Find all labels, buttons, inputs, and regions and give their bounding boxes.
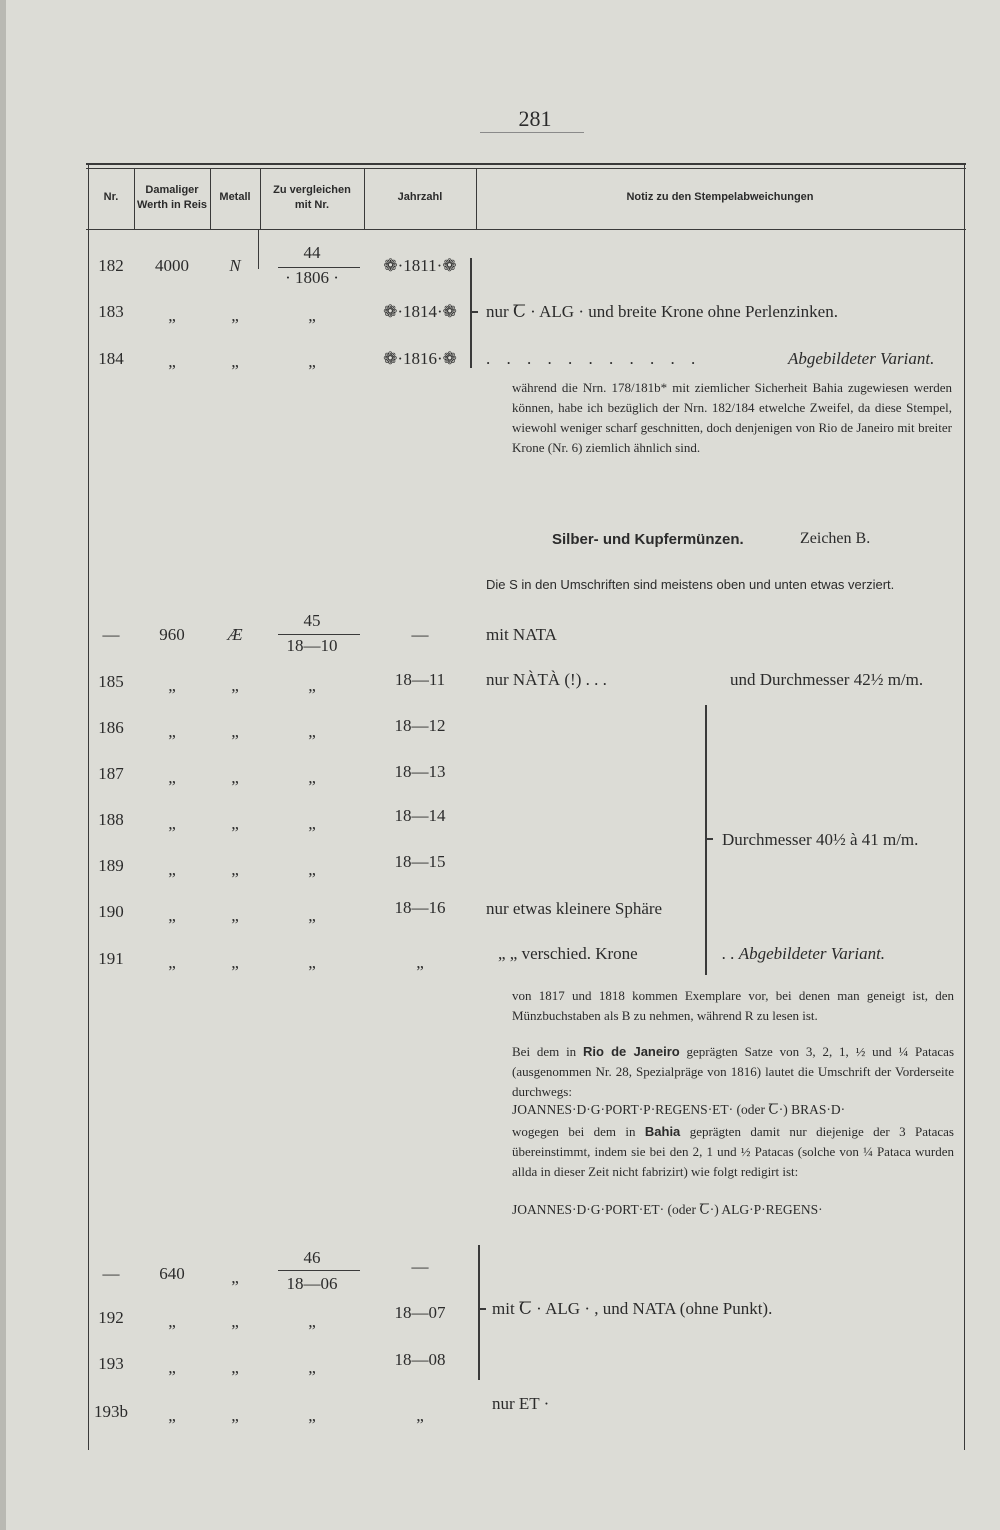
copper-row-192-metal: „ xyxy=(231,1312,239,1331)
header-value xyxy=(134,183,210,213)
silver-row-185-note-right: und Durchmesser 42½ m/m. xyxy=(730,670,924,689)
rio-paragraph-1 xyxy=(512,1042,954,1102)
copper-row-193-compare: „ xyxy=(308,1358,316,1377)
silver-row-189-compare: „ xyxy=(308,860,316,879)
silver-brace xyxy=(705,705,707,975)
silver-row-191-nr: 191 xyxy=(98,949,124,968)
copper-row-193b-compare: „ xyxy=(308,1406,316,1425)
copper-row-0-fraction-line xyxy=(278,1270,360,1271)
silver-row-191-year: „ xyxy=(416,953,424,972)
page-number: 281 xyxy=(518,106,552,131)
copper-brace xyxy=(478,1245,480,1380)
rio-legend-2: JOANNES·D·G·PORT·ET· (oder Ꞇ·) ALG·P·REGENS· xyxy=(512,1202,823,1217)
silver-row-190-value: „ xyxy=(168,906,176,925)
silver-row-190-year: 18—16 xyxy=(394,898,446,917)
gold-paragraph: während die Nrn. 178/181b* mit ziemlicher Sicherheit Bahia zugewiesen werden können, habe ich bezüglich der Nrn. 182/184 etwelche Zweifel, da diese Stempel, wiewohl weniger scharf geschnitten, doch denjenigen von Rio de Janeiro mit breiter Krone (Nr. 6) ziemlich ähnlich sind. xyxy=(512,380,952,455)
silver-row-0-compare-year: 18—10 xyxy=(286,636,338,655)
row-182-nr: 182 xyxy=(98,256,124,275)
silver-row-187-year: 18—13 xyxy=(394,762,446,781)
silver-row-185-metal: „ xyxy=(231,676,239,695)
page-number-rule xyxy=(480,132,584,133)
silver-row-189-year: 18—15 xyxy=(394,852,446,871)
row-184-value: „ xyxy=(168,352,176,371)
copper-row-193b-note: nur ET · xyxy=(492,1394,550,1413)
silver-paragraph: von 1817 und 1818 kommen Exemplare vor, bei denen man geneigt ist, den Münzbuchstaben als B zu nehmen, während R zu lesen ist. xyxy=(512,988,954,1023)
header-compare-line2: mit Nr. xyxy=(294,199,330,211)
copper-row-192-note: mit Ꞇ · ALG · , und NATA (ohne Punkt). xyxy=(492,1299,773,1318)
silver-row-191-compare: „ xyxy=(308,953,316,972)
gold-brace xyxy=(470,258,472,368)
silver-row-0-nr: — xyxy=(102,625,120,644)
copper-row-0-metal: „ xyxy=(231,1268,239,1287)
silver-row-185-value: „ xyxy=(168,676,176,695)
silver-row-190-note: nur etwas kleinere Sphäre xyxy=(486,899,663,918)
copper-row-193b-nr: 193b xyxy=(94,1402,128,1421)
silver-row-0-note: mit NATA xyxy=(486,625,557,644)
copper-brace-tick xyxy=(480,1308,486,1310)
header-year: Jahrzahl xyxy=(397,191,443,203)
header-compare xyxy=(260,183,364,213)
silver-row-0-compare-num: 45 xyxy=(303,611,321,630)
copper-row-0-nr: — xyxy=(102,1264,120,1283)
copper-row-0-value: 640 xyxy=(159,1264,185,1283)
row-184-metal: „ xyxy=(231,352,239,371)
silver-row-190-nr: 190 xyxy=(98,902,124,921)
copper-row-193b-year: „ xyxy=(416,1406,424,1425)
silver-row-186-compare: „ xyxy=(308,722,316,741)
header-metal: Metall xyxy=(219,191,251,203)
page-edge xyxy=(0,0,6,1530)
copper-row-192-compare: „ xyxy=(308,1312,316,1331)
header-compare-line1: Zu vergleichen xyxy=(273,184,351,196)
silver-row-186-metal: „ xyxy=(231,722,239,741)
rio-p2-after: geprägten damit nur diejenige der 3 Patacas übereinstimmt, indem sie bei den 2, 1 und ½ Patacas (solche von ¼ Pataca wurden allda in dieser Zeit nicht fabrizirt) wie folgt redigirt ist: xyxy=(512,1124,954,1179)
header-value-line2: Werth in Reis xyxy=(136,199,208,211)
rio-p1-after: geprägten Satze von 3, 2, 1, ½ und ¼ Patacas (ausgenommen Nr. 28, Spezialpräge von 1816) lautet die Umschrift der Vorderseite durchwegs: xyxy=(512,1044,955,1099)
copper-row-0-compare-num: 46 xyxy=(303,1248,321,1267)
rio-p2-before: wogegen bei dem in xyxy=(512,1124,645,1139)
copper-row-0-compare-year: 18—06 xyxy=(286,1274,338,1293)
silver-row-185-compare: „ xyxy=(308,676,316,695)
row-182-metal: N xyxy=(229,256,241,275)
silver-row-188-nr: 188 xyxy=(98,810,124,829)
gold-brace-tick xyxy=(472,311,478,313)
note-183: nur Ꞇ · ALG · und breite Krone ohne Perlenzinken. xyxy=(486,302,838,321)
copper-row-0-year: — xyxy=(411,1257,429,1276)
copper-row-193-year: 18—08 xyxy=(394,1350,446,1369)
silver-row-0-metal: Æ xyxy=(227,625,243,644)
silver-row-188-compare: „ xyxy=(308,814,316,833)
silver-section-sign: Zeichen B. xyxy=(800,530,871,547)
silver-row-188-metal: „ xyxy=(231,814,239,833)
silver-row-0-fraction-line xyxy=(278,634,360,635)
row-184-nr: 184 xyxy=(98,349,124,368)
row-183-compare: „ xyxy=(308,306,316,325)
row-182-value: 4000 xyxy=(155,256,189,275)
silver-row-186-year: 18—12 xyxy=(394,716,446,735)
copper-row-193-nr: 193 xyxy=(98,1354,124,1373)
silver-row-187-nr: 187 xyxy=(98,764,124,783)
silver-row-188-year: 18—14 xyxy=(394,806,446,825)
header-note: Notiz zu den Stempelabweichungen xyxy=(626,191,814,203)
silver-row-185-nr: 185 xyxy=(98,672,124,691)
copper-row-192-value: „ xyxy=(168,1312,176,1331)
silver-brace-tick xyxy=(707,838,713,840)
silver-row-186-nr: 186 xyxy=(98,718,124,737)
copper-row-192-nr: 192 xyxy=(98,1308,124,1327)
copper-row-193b-metal: „ xyxy=(231,1406,239,1425)
copper-row-193b-value: „ xyxy=(168,1406,176,1425)
row-183-nr: 183 xyxy=(98,302,124,321)
row-183-value: „ xyxy=(168,306,176,325)
silver-row-0-year: — xyxy=(411,625,429,644)
silver-row-189-value: „ xyxy=(168,860,176,879)
silver-brace-note: Durchmesser 40½ à 41 m/m. xyxy=(722,830,919,849)
silver-row-191-note-right: . . Abgebildeter Variant. xyxy=(722,944,886,963)
silver-row-190-compare: „ xyxy=(308,906,316,925)
copper-row-193-metal: „ xyxy=(231,1358,239,1377)
table-top-rule-inner xyxy=(86,168,966,169)
silver-row-191-metal: „ xyxy=(231,953,239,972)
silver-row-190-metal: „ xyxy=(231,906,239,925)
silver-row-191-note: „ „ verschied. Krone xyxy=(498,944,638,963)
note-184-variant: Abgebildeter Variant. xyxy=(788,349,935,368)
row-183-metal: „ xyxy=(231,306,239,325)
header-value-line1: Damaliger xyxy=(145,184,199,196)
silver-row-186-value: „ xyxy=(168,722,176,741)
rio-p2-bold: Bahia xyxy=(644,1124,681,1139)
silver-row-185-note: nur NÀTÀ (!) . . . xyxy=(486,670,607,689)
row-184-year: ❁·1816·❁ xyxy=(383,349,457,368)
silver-row-187-value: „ xyxy=(168,768,176,787)
table-header-bottom-rule xyxy=(86,229,966,230)
rio-legend-1: JOANNES·D·G·PORT·P·REGENS·ET· (oder Ꞇ·) BRAS·D· xyxy=(512,1102,846,1117)
silver-row-185-year: 18—11 xyxy=(394,670,446,689)
silver-row-189-nr: 189 xyxy=(98,856,124,875)
copper-row-193-value: „ xyxy=(168,1358,176,1377)
header-nr: Nr. xyxy=(103,191,119,203)
row-182-year: ❁·1811·❁ xyxy=(383,256,457,275)
silver-row-187-metal: „ xyxy=(231,768,239,787)
rio-paragraph-2 xyxy=(512,1122,954,1182)
silver-section-title: Silber- und Kupfermünzen. xyxy=(552,531,744,548)
silver-row-187-compare: „ xyxy=(308,768,316,787)
silver-row-189-metal: „ xyxy=(231,860,239,879)
copper-row-192-year: 18—07 xyxy=(394,1303,446,1322)
silver-section-subtitle: Die S in den Umschriften sind meistens oben und unten etwas verziert. xyxy=(486,577,895,592)
rio-p1-bold: Rio de Janeiro xyxy=(583,1044,680,1059)
silver-row-191-value: „ xyxy=(168,953,176,972)
note-184-dots: . . . . . . . . . . . xyxy=(486,349,702,368)
row-183-year: ❁·1814·❁ xyxy=(383,302,457,321)
row-184-compare: „ xyxy=(308,352,316,371)
row-182-compare-num: 44 xyxy=(303,243,321,262)
silver-row-188-value: „ xyxy=(168,814,176,833)
row-182-compare-year: · 1806 · xyxy=(285,268,339,287)
table-top-rule xyxy=(86,163,966,165)
rio-p1-before: Bei dem in xyxy=(512,1044,583,1059)
silver-row-0-value: 960 xyxy=(159,625,185,644)
table-right-rule xyxy=(964,165,965,1450)
